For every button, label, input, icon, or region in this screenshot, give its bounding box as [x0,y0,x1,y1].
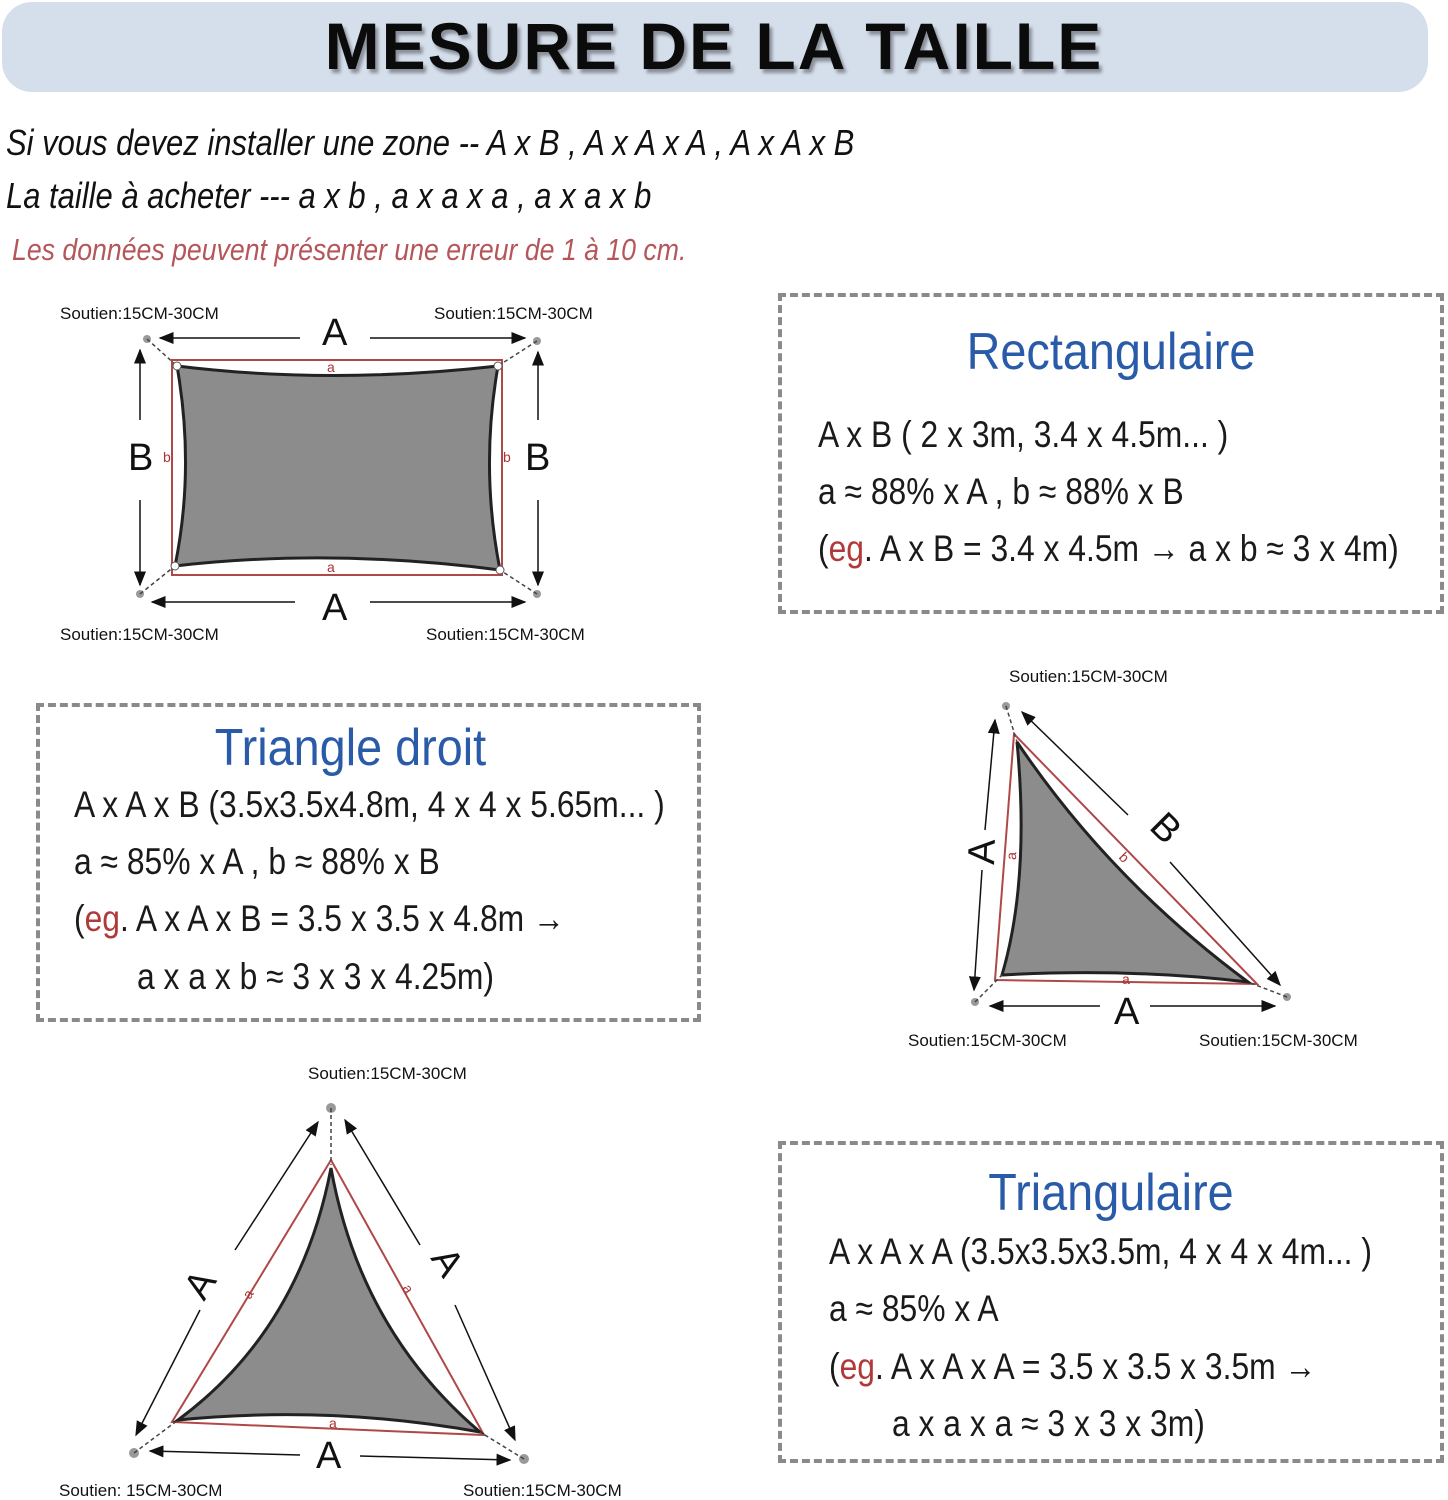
right-triangle-ratio: a ≈ 85% x A , b ≈ 88% x B [74,841,440,882]
example-text: . A x B = 3.4 x 4.5m → a x b ≈ 3 x 4m) [863,528,1399,569]
dim-A-left: A [961,838,1004,866]
dim-A-bottom: A [322,587,348,629]
example-text: . A x A x A = 3.5 x 3.5 x 3.5m → [874,1346,1317,1387]
dim-b-hyp: b [1115,848,1133,866]
support-label: Soutien:15CM-30CM [60,625,219,644]
right-triangle-sizes: A x A x B (3.5x3.5x4.8m, 4 x 4 x 5.65m... ) [74,784,665,825]
triangular-ratio: a ≈ 85% x A [829,1288,999,1329]
example-text: . A x A x B = 3.5 x 3.5 x 4.8m → [119,898,565,939]
support-label: Soutien:15CM-30CM [463,1481,622,1500]
support-label: Soutien:15CM-30CM [1199,1031,1358,1050]
eg-label: eg [839,1346,875,1387]
rectangular-title: Rectangulaire [966,323,1256,381]
intro-line-buy: La taille à acheter --- a x b , a x a x a , a x a x b [6,175,652,216]
paren: ( [818,528,829,569]
paren: ( [74,898,85,939]
support-label: Soutien:15CM-30CM [308,1064,467,1083]
dim-a-left: a [1003,851,1020,861]
dim-a-bottom: a [327,559,335,575]
dim-b-left: b [163,449,171,465]
dim-B-right: B [525,437,551,479]
support-label: Soutien:15CM-30CM [426,625,585,644]
dim-a-bottom: a [1122,971,1130,987]
triangular-example [829,1346,1316,1388]
intro-line-install: Si vous devez installer une zone -- A x B , A x A x A , A x A x B [6,122,855,163]
rectangle-diagram [60,304,593,644]
dim-B-left: B [128,437,154,479]
support-label: Soutien:15CM-30CM [434,304,593,323]
dim-B-hyp: B [1141,804,1190,853]
dim-a-top: a [327,359,335,375]
dim-A-bottom: A [316,1435,342,1477]
dim-A-left: A [176,1263,226,1307]
support-label: Soutien:15CM-30CM [1009,667,1168,686]
rectangle-sail [175,366,500,570]
right-triangle-result: a x a x b ≈ 3 x 3 x 4.25m) [137,956,495,997]
page-title: MESURE DE LA TAILLE [324,9,1104,83]
rectangular-ratio: a ≈ 88% x A , b ≈ 88% x B [818,471,1184,512]
dim-A-bottom: A [1114,991,1140,1033]
support-label: Soutien:15CM-30CM [908,1031,1067,1050]
right-triangle-title: Triangle droit [214,719,487,777]
dim-A-top: A [322,312,348,354]
eg-label: eg [84,898,120,939]
rectangular-example [818,528,1399,570]
rectangular-sizes: A x B ( 2 x 3m, 3.4 x 4.5m... ) [818,414,1229,455]
triangular-result: a x a x a ≈ 3 x 3 x 3m) [892,1403,1205,1444]
triangular-title: Triangulaire [988,1164,1234,1222]
triangular-sizes: A x A x A (3.5x3.5x3.5m, 4 x 4 x 4m... ) [829,1231,1372,1272]
dim-A-right: A [422,1240,472,1285]
equilateral-triangle-diagram [59,1064,622,1500]
dim-a-right: a [399,1281,418,1297]
dim-b-right: b [503,449,511,465]
support-label: Soutien: 15CM-30CM [59,1481,223,1500]
equilateral-triangle-sail [178,1168,480,1432]
paren: ( [829,1346,840,1387]
dim-a-left: a [238,1286,257,1302]
right-triangle-diagram [908,667,1358,1050]
right-triangle-example [74,898,565,940]
error-note: Les données peuvent présenter une erreur de 1 à 10 cm. [12,232,687,267]
eg-label: eg [828,528,864,569]
support-label: Soutien:15CM-30CM [60,304,219,323]
dim-a-bottom: a [329,1415,337,1431]
